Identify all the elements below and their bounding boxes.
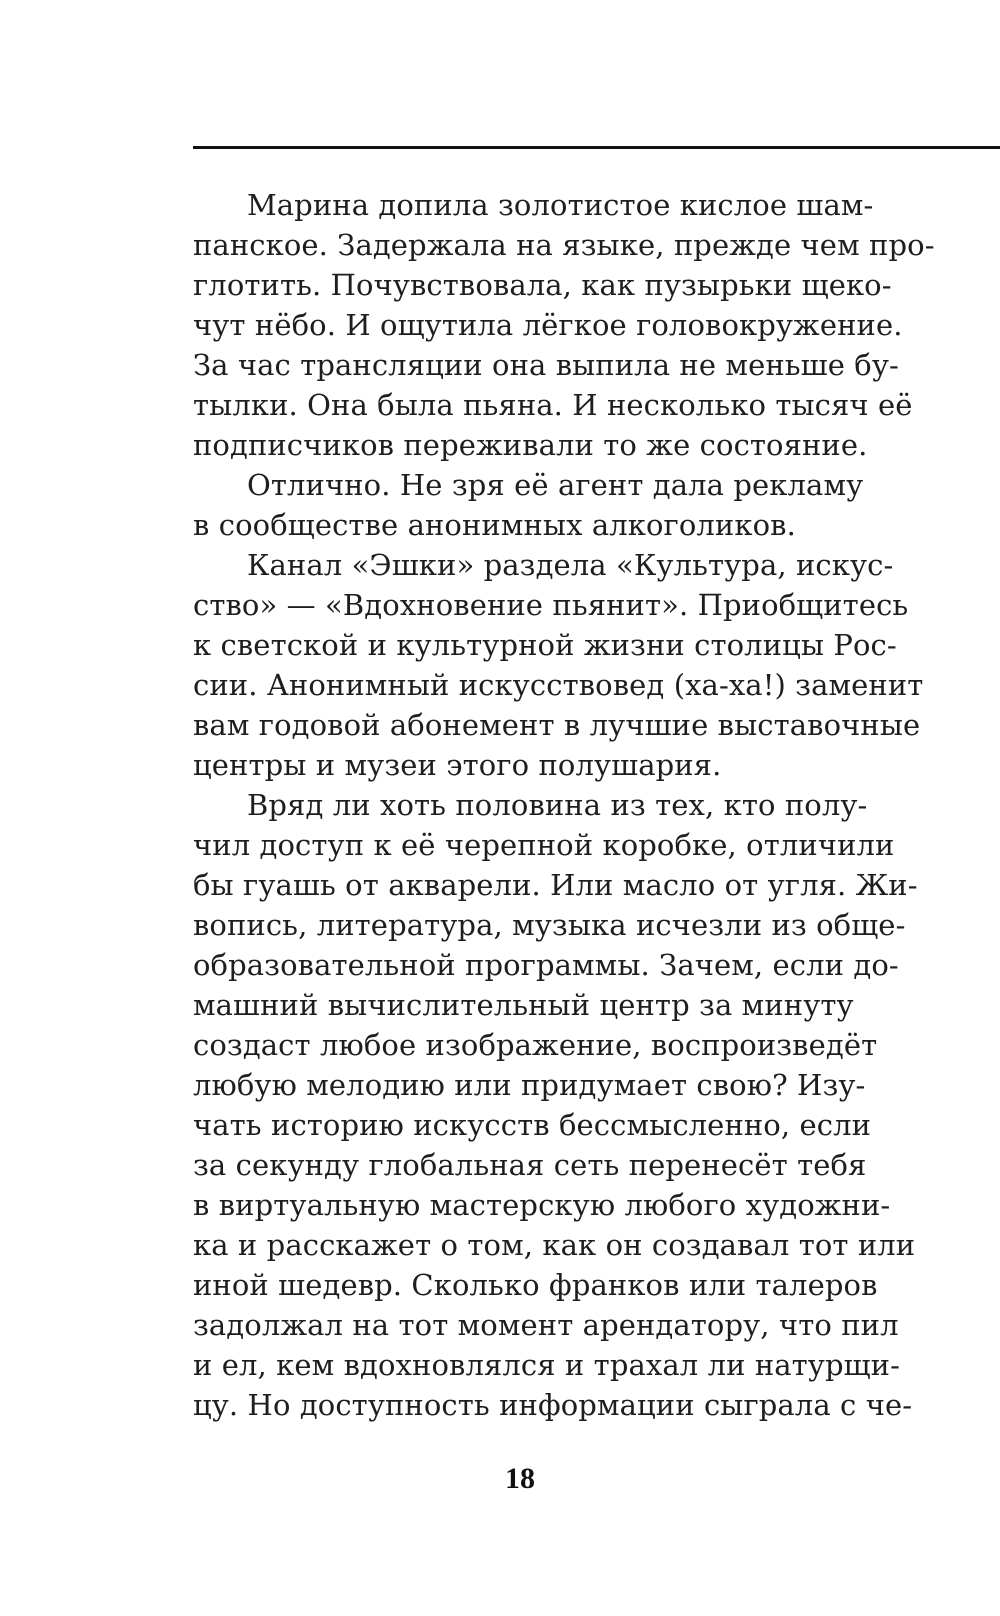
text-line: вопись, литература, музыка исчезли из обще-: [193, 908, 906, 942]
text-line: Отлично. Не зря её агент дала рекламу: [247, 468, 864, 502]
text-line: Марина допила золотистое кислое шам-: [247, 188, 874, 222]
text-line: иной шедевр. Сколько франков или талеров: [193, 1268, 878, 1302]
text-line: ство» — «Вдохновение пьянит». Приобщитесь: [193, 588, 909, 622]
text-line: машний вычислительный центр за минуту: [193, 988, 854, 1022]
text-line: чут нёбо. И ощутила лёгкое головокружение.: [193, 308, 903, 342]
text-line: панское. Задержала на языке, прежде чем про-: [193, 228, 935, 262]
text-line: Канал «Эшки» раздела «Культура, искус-: [247, 548, 894, 582]
page-number: 18: [505, 1462, 535, 1495]
text-line: и ел, кем вдохновлялся и трахал ли натурщи-: [193, 1348, 901, 1382]
text-line: сии. Анонимный искусствовед (ха-ха!) заменит: [193, 668, 924, 702]
text-line: ка и расскажет о том, как он создавал тот или: [193, 1228, 916, 1262]
text-line: чать историю искусств бессмысленно, если: [193, 1108, 872, 1142]
text-line: задолжал на тот момент арендатору, что пил: [193, 1308, 899, 1342]
text-line: к светской и культурной жизни столицы Рос-: [193, 628, 897, 662]
text-line: глотить. Почувствовала, как пузырьки щеко-: [193, 268, 892, 302]
text-line: за секунду глобальная сеть перенесёт тебя: [193, 1148, 867, 1182]
text-line: чил доступ к её черепной коробке, отличили: [193, 828, 895, 862]
body-text: [193, 185, 935, 1425]
text-line: бы гуашь от акварели. Или масло от угля. Жи-: [193, 868, 918, 902]
text-line: центры и музеи этого полушария.: [193, 748, 722, 782]
text-line: За час трансляции она выпила не меньше бу-: [193, 348, 899, 382]
text-line: образовательной программы. Зачем, если до-: [193, 948, 899, 982]
text-line: в виртуальную мастерскую любого художни-: [193, 1188, 891, 1222]
text-line: любую мелодию или придумает свою? Изу-: [193, 1068, 866, 1102]
text-line: Вряд ли хоть половина из тех, кто полу-: [247, 788, 868, 822]
text-line: цу. Но доступность информации сыграла с че-: [193, 1388, 913, 1422]
text-line: подписчиков переживали то же состояние.: [193, 428, 868, 462]
header-rule: [193, 146, 1000, 149]
text-line: вам годовой абонемент в лучшие выставочные: [193, 708, 921, 742]
text-line: создаст любое изображение, воспроизведёт: [193, 1028, 878, 1062]
text-line: тылки. Она была пьяна. И несколько тысяч её: [193, 388, 913, 422]
text-line: в сообществе анонимных алкоголиков.: [193, 508, 796, 542]
